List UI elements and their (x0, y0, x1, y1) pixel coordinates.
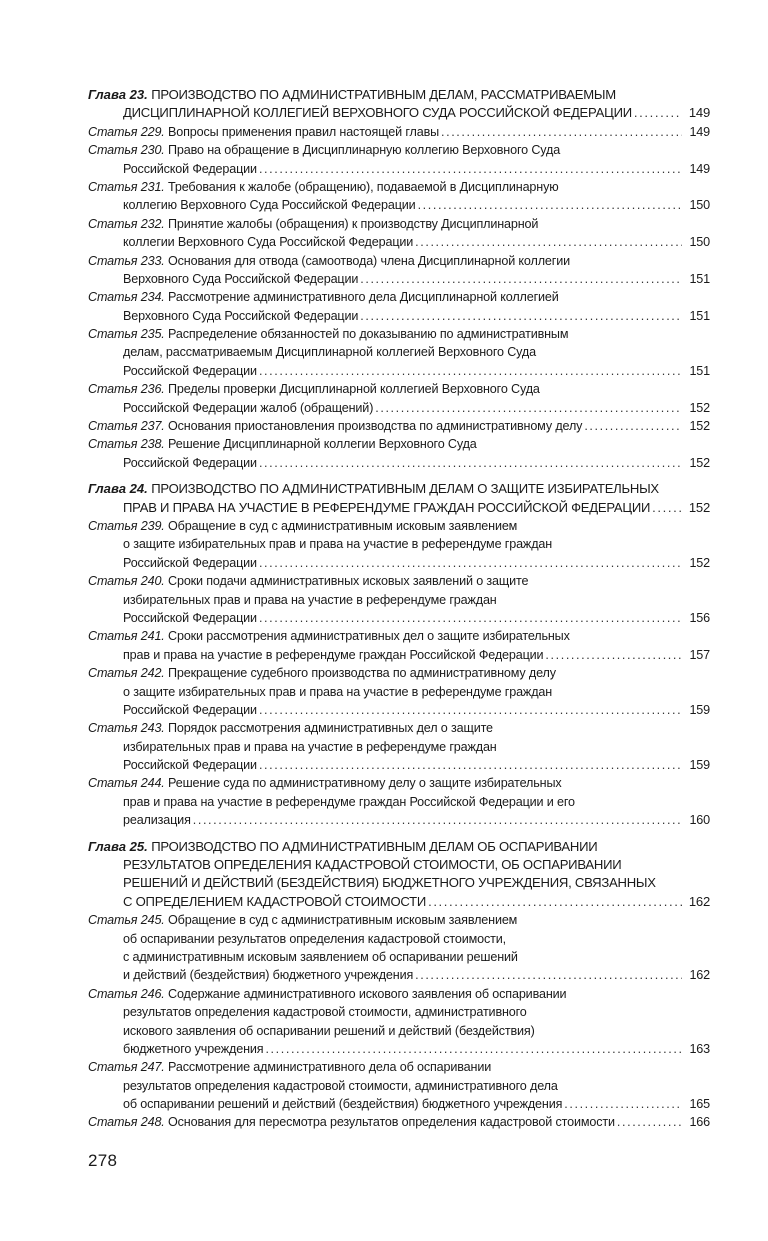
article-text: коллегию Верховного Суда Российской Федерации (123, 198, 416, 213)
article-line (88, 123, 710, 141)
article-text: Решение суда по административному делу о защите избирательных (168, 776, 562, 791)
article-label: Статья 240. (88, 574, 165, 589)
article-label: Статья 235. (88, 327, 165, 342)
leader-dots (259, 362, 682, 380)
article-text: Основания приостановления производства по административному делу (168, 419, 583, 434)
article-text: Принятие жалобы (обращения) к производству Дисциплинарной (168, 216, 539, 231)
article-text: Рассмотрение административного дела об оспаривании (168, 1060, 492, 1075)
article-line (88, 1003, 710, 1021)
chapter-entry (88, 480, 710, 829)
leader-dots (259, 160, 682, 178)
article-line (88, 307, 710, 325)
chapter-title-text: РЕЗУЛЬТАТОВ ОПРЕДЕЛЕНИЯ КАДАСТРОВОЙ СТОИМОСТИ, ОБ ОСПАРИВАНИИ (123, 857, 622, 873)
article-line (88, 1077, 710, 1095)
chapter-page: 149 (688, 105, 710, 121)
article-line (88, 1022, 710, 1040)
leader-dots (259, 609, 682, 627)
chapter-title-text: ПРОИЗВОДСТВО ПО АДМИНИСТРАТИВНЫМ ДЕЛАМ ОБ ОСПАРИВАНИИ (151, 838, 598, 854)
article-line (88, 554, 710, 572)
article-text: Российской Федерации (123, 610, 257, 625)
article-text: Основания для пересмотра результатов определения кадастровой стоимости (168, 1115, 615, 1130)
article-label: Статья 238. (88, 437, 165, 452)
article-line (88, 517, 710, 535)
chapter-page: 162 (688, 893, 710, 909)
article-text: Вопросы применения правил настоящей главы (168, 124, 440, 139)
article-label: Статья 246. (88, 986, 165, 1001)
article-line (88, 572, 710, 590)
leader-dots (428, 893, 682, 911)
article-line (88, 141, 710, 159)
article-label: Статья 234. (88, 290, 165, 305)
article-text: Пределы проверки Дисциплинарной коллегией Верховного Суда (168, 382, 540, 397)
chapter-title-line (88, 480, 710, 498)
article-label: Статья 243. (88, 721, 165, 736)
article-line (88, 756, 710, 774)
article-text: коллегии Верховного Суда Российской Федерации (123, 235, 414, 250)
leader-dots (418, 196, 682, 214)
article-text: избирательных прав и права на участие в референдуме граждан (123, 592, 497, 607)
article-page: 166 (689, 1115, 710, 1130)
article-page: 159 (689, 702, 710, 717)
article-line (88, 664, 710, 682)
article-text: делам, рассматриваемым Дисциплинарной коллегией Верховного Суда (123, 345, 536, 360)
article-label: Статья 242. (88, 666, 165, 681)
article-text: Сроки рассмотрения административных дел о защите избирательных (168, 629, 570, 644)
article-page: 157 (689, 647, 710, 662)
chapter-label: Глава 25. (88, 838, 148, 854)
leader-dots (617, 1113, 682, 1131)
chapter-title-line (88, 856, 710, 874)
article-text: и действий (бездействия) бюджетного учреждения (123, 968, 414, 983)
leader-dots (259, 454, 682, 472)
article-label: Статья 232. (88, 216, 165, 231)
leader-dots (545, 646, 682, 664)
leader-dots (259, 756, 682, 774)
article-line (88, 288, 710, 306)
article-text: прав и права на участие в референдуме граждан Российской Федерации и его (123, 794, 575, 809)
article-line (88, 435, 710, 453)
article-line (88, 930, 710, 948)
article-line (88, 1040, 710, 1058)
article-line (88, 793, 710, 811)
article-text: о защите избирательных прав и права на участие в референдуме граждан (123, 537, 553, 552)
article-page: 163 (689, 1041, 710, 1056)
chapter-page: 152 (688, 499, 710, 515)
article-page: 149 (689, 161, 710, 176)
article-page: 151 (689, 363, 710, 378)
article-label: Статья 248. (88, 1115, 165, 1130)
chapter-title-line (88, 893, 710, 911)
article-text: Обращение в суд с административным исковым заявлением (168, 913, 518, 928)
article-text: Российской Федерации (123, 555, 257, 570)
article-line (88, 911, 710, 929)
leader-dots (634, 104, 682, 122)
article-text: Российской Федерации (123, 455, 257, 470)
article-line (88, 362, 710, 380)
chapter-entry (88, 86, 710, 472)
chapter-entry (88, 838, 710, 1132)
article-page: 151 (689, 308, 710, 323)
article-page: 159 (689, 758, 710, 773)
article-line (88, 811, 710, 829)
article-label: Статья 236. (88, 382, 165, 397)
article-line (88, 719, 710, 737)
article-label: Статья 233. (88, 253, 165, 268)
article-text: Российской Федерации (123, 161, 257, 176)
chapter-title-text: ПРОИЗВОДСТВО ПО АДМИНИСТРАТИВНЫМ ДЕЛАМ, РАССМАТРИВАЕМЫМ (151, 87, 616, 102)
chapter-title-line (88, 86, 710, 104)
article-text: о защите избирательных прав и права на участие в референдуме граждан (123, 684, 553, 699)
leader-dots (360, 307, 682, 325)
article-page: 149 (689, 124, 710, 139)
article-line (88, 196, 710, 214)
leader-dots (564, 1095, 682, 1113)
leader-dots (360, 270, 682, 288)
chapter-title-text: ПРОИЗВОДСТВО ПО АДМИНИСТРАТИВНЫМ ДЕЛАМ О ЗАЩИТЕ ИЗБИРАТЕЛЬНЫХ (151, 481, 659, 497)
chapter-title-text: РЕШЕНИЙ И ДЕЙСТВИЙ (БЕЗДЕЙСТВИЯ) БЮДЖЕТНОГО УЧРЕЖДЕНИЯ, СВЯЗАННЫХ (123, 875, 656, 891)
article-text: Российской Федерации (123, 702, 257, 717)
leader-dots (193, 811, 682, 829)
article-text: Требования к жалобе (обращению), подаваемой в Дисциплинарную (168, 179, 559, 194)
chapter-title-line (88, 838, 710, 856)
article-label: Статья 247. (88, 1060, 165, 1075)
article-page: 151 (689, 271, 710, 286)
article-text: бюджетного учреждения (123, 1041, 264, 1056)
article-line (88, 343, 710, 361)
leader-dots (259, 701, 682, 719)
article-line (88, 985, 710, 1003)
chapter-label: Глава 23. (88, 87, 148, 102)
chapter-title-text: ПРАВ И ПРАВА НА УЧАСТИЕ В РЕФЕРЕНДУМЕ ГРАЖДАН РОССИЙСКОЙ ФЕДЕРАЦИИ (123, 499, 651, 515)
article-line (88, 233, 710, 251)
article-line (88, 399, 710, 417)
article-line (88, 252, 710, 270)
article-text: Верховного Суда Российской Федерации (123, 308, 359, 323)
article-line (88, 609, 710, 627)
chapter-title-line (88, 499, 710, 517)
leader-dots (259, 554, 682, 572)
article-text: реализация (123, 813, 191, 828)
article-line (88, 417, 710, 435)
article-page: 152 (689, 555, 710, 570)
article-text: Прекращение судебного производства по административному делу (168, 666, 556, 681)
article-line (88, 270, 710, 288)
article-text: искового заявления об оспаривании решений и действий (бездействия) (123, 1023, 535, 1038)
article-text: Содержание административного искового заявления об оспаривании (168, 986, 567, 1001)
article-line (88, 535, 710, 553)
article-page: 165 (689, 1097, 710, 1112)
article-page: 152 (689, 419, 710, 434)
article-text: прав и права на участие в референдуме граждан Российской Федерации (123, 647, 544, 662)
article-line (88, 178, 710, 196)
article-line (88, 774, 710, 792)
leader-dots (265, 1040, 682, 1058)
article-text: Российской Федерации (123, 363, 257, 378)
article-page: 160 (689, 813, 710, 828)
article-line (88, 646, 710, 664)
article-text: Российской Федерации жалоб (обращений) (123, 400, 374, 415)
chapter-title-text: С ОПРЕДЕЛЕНИЕМ КАДАСТРОВОЙ СТОИМОСТИ (123, 893, 427, 909)
article-label: Статья 244. (88, 776, 165, 791)
article-text: избирательных прав и права на участие в референдуме граждан (123, 739, 497, 754)
article-text: Сроки подачи административных исковых заявлений о защите (168, 574, 529, 589)
article-label: Статья 229. (88, 124, 165, 139)
article-text: результатов определения кадастровой стоимости, административного дела (123, 1078, 558, 1093)
article-label: Статья 231. (88, 179, 165, 194)
article-line (88, 738, 710, 756)
article-page: 150 (689, 235, 710, 250)
chapter-title-line (88, 104, 710, 122)
article-text: Рассмотрение административного дела Дисциплинарной коллегией (168, 290, 559, 305)
article-page: 156 (689, 610, 710, 625)
article-text: Российской Федерации (123, 758, 257, 773)
article-line (88, 454, 710, 472)
article-label: Статья 241. (88, 629, 165, 644)
chapter-title-line (88, 874, 710, 892)
article-text: Обращение в суд с административным исковым заявлением (168, 518, 518, 533)
article-line (88, 591, 710, 609)
article-text: Право на обращение в Дисциплинарную коллегию Верховного Суда (168, 143, 561, 158)
article-text: Верховного Суда Российской Федерации (123, 271, 359, 286)
page-number: 278 (88, 1151, 118, 1170)
article-text: результатов определения кадастровой стоимости, административного (123, 1005, 527, 1020)
article-line (88, 701, 710, 719)
article-label: Статья 230. (88, 143, 165, 158)
article-line (88, 380, 710, 398)
article-line (88, 325, 710, 343)
article-line (88, 1095, 710, 1113)
leader-dots (415, 966, 682, 984)
article-label: Статья 237. (88, 419, 165, 434)
leader-dots (441, 123, 682, 141)
leader-dots (584, 417, 682, 435)
table-of-contents (88, 86, 710, 1132)
article-line (88, 683, 710, 701)
article-page: 162 (689, 968, 710, 983)
article-page: 152 (689, 400, 710, 415)
article-line (88, 966, 710, 984)
article-text: Распределение обязанностей по доказыванию по административным (168, 327, 569, 342)
article-line (88, 627, 710, 645)
article-text: Решение Дисциплинарной коллегии Верховного Суда (168, 437, 477, 452)
leader-dots (652, 499, 682, 517)
article-line (88, 1113, 710, 1131)
article-text: об оспаривании результатов определения кадастровой стоимости, (123, 931, 506, 946)
article-line (88, 948, 710, 966)
article-label: Статья 245. (88, 913, 165, 928)
article-text: об оспаривании решений и действий (бездействия) бюджетного учреждения (123, 1097, 563, 1112)
article-page: 152 (689, 455, 710, 470)
article-label: Статья 239. (88, 518, 165, 533)
chapter-label: Глава 24. (88, 481, 148, 497)
article-line (88, 1058, 710, 1076)
article-text: Основания для отвода (самоотвода) члена Дисциплинарной коллегии (168, 253, 570, 268)
leader-dots (375, 399, 682, 417)
article-text: с административным исковым заявлением об оспаривании решений (123, 949, 518, 964)
article-text: Порядок рассмотрения административных дел о защите (168, 721, 493, 736)
chapter-title-text: ДИСЦИПЛИНАРНОЙ КОЛЛЕГИЕЙ ВЕРХОВНОГО СУДА РОССИЙСКОЙ ФЕДЕРАЦИИ (123, 105, 632, 121)
article-line (88, 215, 710, 233)
article-page: 150 (689, 198, 710, 213)
leader-dots (415, 233, 682, 251)
article-line (88, 160, 710, 178)
